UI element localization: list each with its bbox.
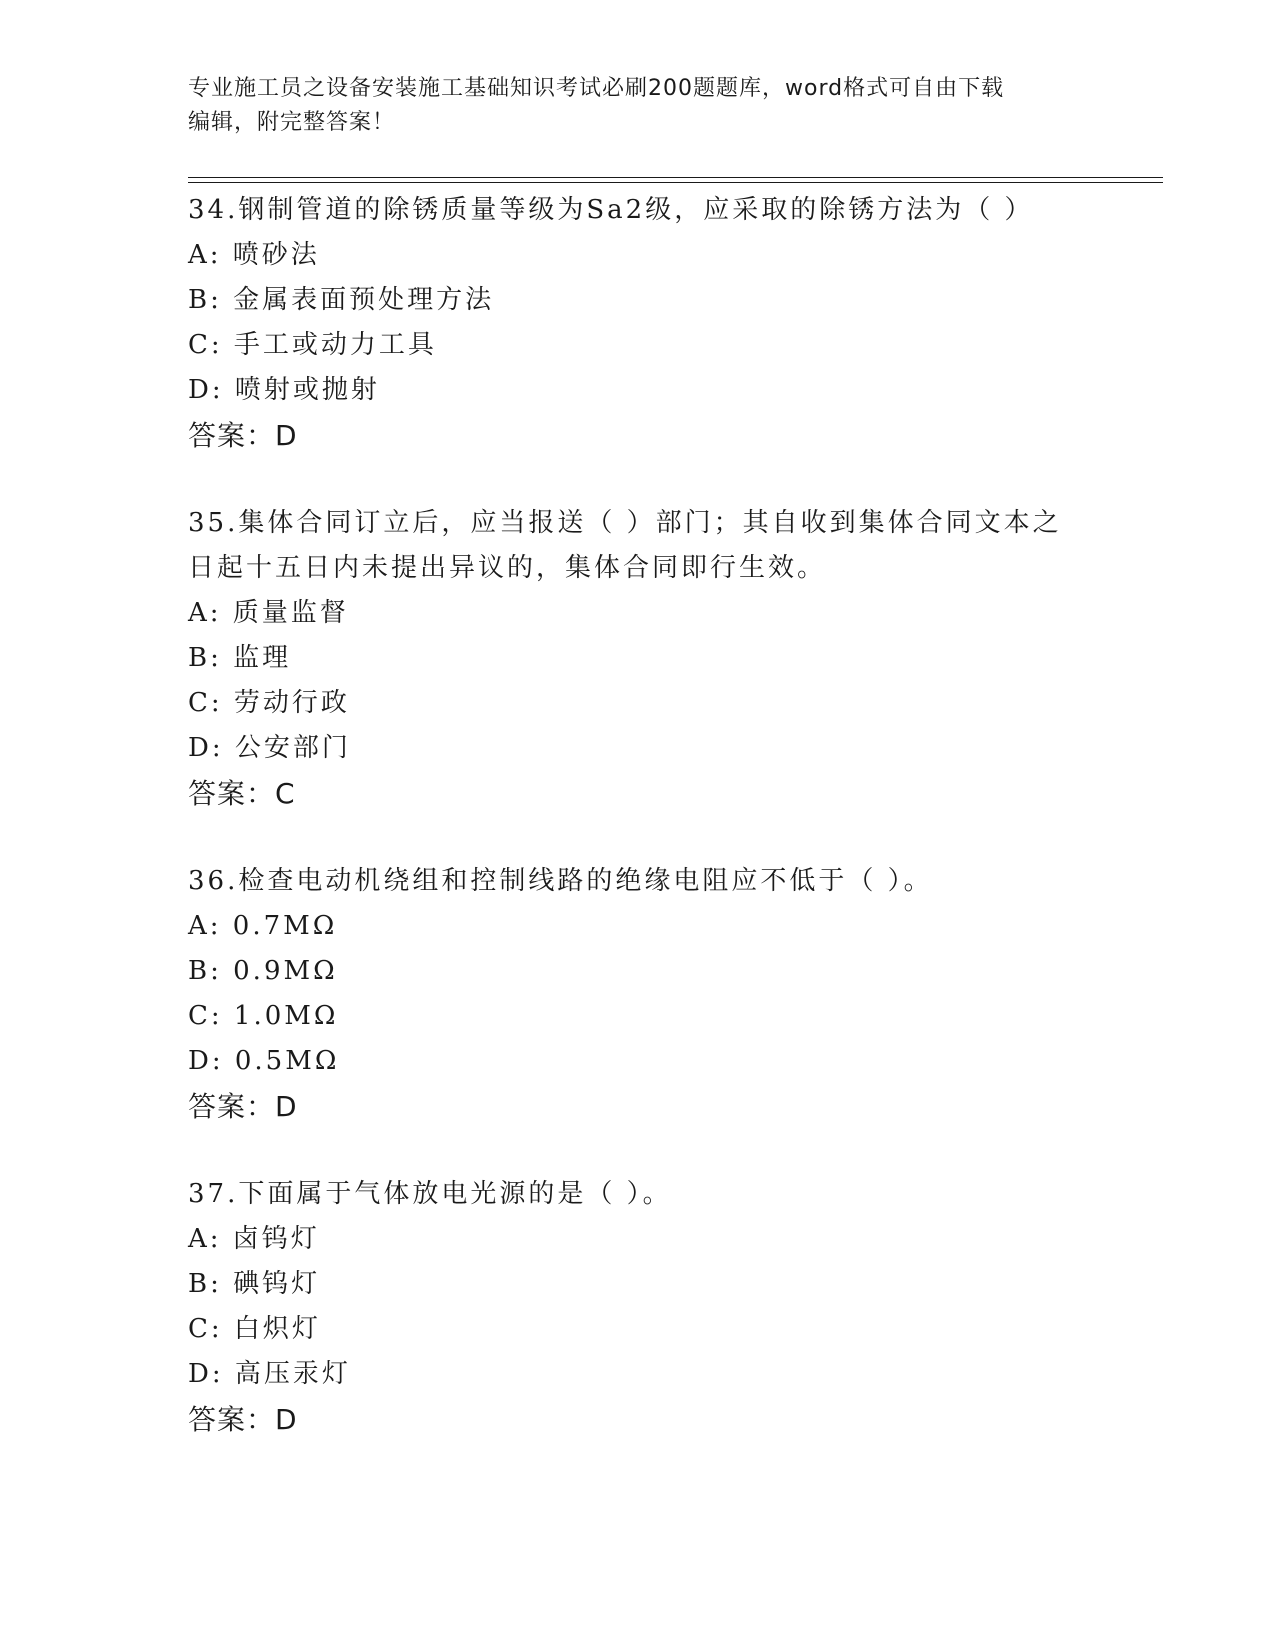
option-b: B: 碘钨灯 <box>188 1269 321 1299</box>
answer-line: 答案：D <box>188 1403 298 1436</box>
header-line-1: 专业施工员之设备安装施工基础知识考试必刷200题题库，word格式可自由下载 <box>188 76 1005 101</box>
question-text: 34.钢制管道的除锈质量等级为Sa2级，应采取的除锈方法为（ ） <box>188 195 1034 225</box>
option-d: D: 公安部门 <box>188 733 351 763</box>
question-text: 35.集体合同订立后，应当报送（ ）部门；其自收到集体合同文本之日起十五日内未提出异议的，集体合同即行生效。 <box>188 508 1062 583</box>
option-d: D: 0.5MΩ <box>188 1046 340 1076</box>
option-b: B: 监理 <box>188 643 292 673</box>
option-a: A: 质量监督 <box>188 598 349 628</box>
question-list <box>188 188 1088 1485</box>
question-35 <box>188 501 1088 817</box>
answer-line: 答案：D <box>188 1090 298 1123</box>
question-34 <box>188 188 1088 459</box>
answer-line: 答案：D <box>188 419 298 452</box>
option-b: B: 0.9MΩ <box>188 956 338 986</box>
option-a: A: 卤钨灯 <box>188 1224 320 1254</box>
option-a: A: 0.7MΩ <box>188 911 338 941</box>
option-b: B: 金属表面预处理方法 <box>188 285 495 315</box>
option-d: D: 喷射或抛射 <box>188 375 380 405</box>
option-a: A: 喷砂法 <box>188 240 320 270</box>
header-divider-top <box>188 177 1163 178</box>
option-c: C: 手工或动力工具 <box>188 330 437 360</box>
question-37 <box>188 1172 1088 1443</box>
header-line-2: 编辑，附完整答案！ <box>188 110 396 135</box>
question-text: 36.检查电动机绕组和控制线路的绝缘电阻应不低于（ ）。 <box>188 866 933 896</box>
header-divider-bottom <box>188 182 1163 183</box>
option-c: C: 1.0MΩ <box>188 1001 339 1031</box>
option-c: C: 白炽灯 <box>188 1314 321 1344</box>
document-header <box>188 72 1088 140</box>
answer-line: 答案：C <box>188 777 296 810</box>
option-d: D: 高压汞灯 <box>188 1359 351 1389</box>
question-36 <box>188 859 1088 1130</box>
option-c: C: 劳动行政 <box>188 688 350 718</box>
question-text: 37.下面属于气体放电光源的是（ ）。 <box>188 1179 672 1209</box>
